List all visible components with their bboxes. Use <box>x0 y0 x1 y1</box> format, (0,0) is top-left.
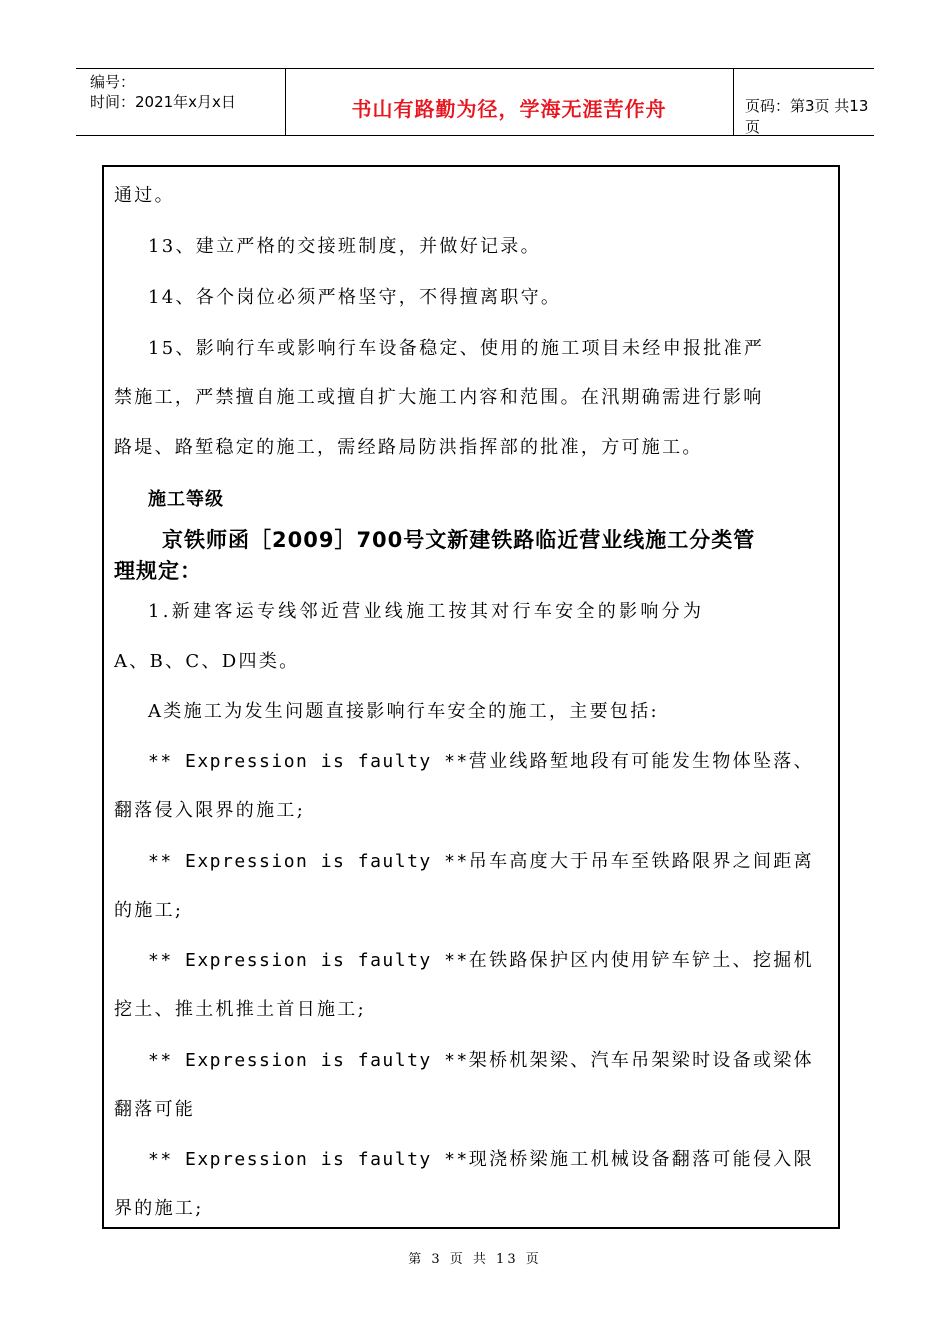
item-14: 14、各个岗位必须严格坚守，不得擅离职守。 <box>148 287 562 308</box>
error-marker: ** Expression is faulty ** <box>148 1149 469 1170</box>
document-header <box>76 68 874 136</box>
list-item-continuation: 界的施工; <box>114 1198 204 1219</box>
list-item-continuation: 翻落可能 <box>114 1099 196 1120</box>
rule-1-line-1: 1.新建客运专线邻近营业线施工按其对行车安全的影响分为 <box>148 601 705 622</box>
page-footer: 第 3 页 共 13 页 <box>408 1252 542 1267</box>
class-a-intro: A类施工为发生问题直接影响行车安全的施工，主要包括: <box>148 701 659 722</box>
item-15-line-2: 禁施工，严禁擅自施工或擅自扩大施工内容和范围。在汛期确需进行影响 <box>114 387 764 408</box>
number-label: 编号： <box>90 73 136 91</box>
list-item-text: 架桥机架梁、汽车吊架梁时设备或梁体 <box>468 1050 814 1071</box>
error-marker: ** Expression is faulty ** <box>148 1050 469 1071</box>
item-15-line-1: 15、影响行车或影响行车设备稳定、使用的施工项目未经申报批准严 <box>148 338 765 359</box>
list-item <box>148 1145 814 1171</box>
error-marker: ** Expression is faulty ** <box>148 950 469 971</box>
content-box <box>102 165 840 1229</box>
paragraph-line: 通过。 <box>114 185 175 206</box>
list-item <box>148 1046 814 1072</box>
header-motto-cell <box>285 69 734 135</box>
error-marker: ** Expression is faulty ** <box>148 751 469 772</box>
rule-title-line-1: 京铁师函［2009］700号文新建铁路临近营业线施工分类管 <box>162 528 756 552</box>
header-meta-cell <box>76 69 286 135</box>
motto-text: 书山有路勤为径，学海无涯苦作舟 <box>351 97 667 121</box>
item-13: 13、建立严格的交接班制度，并做好记录。 <box>148 236 541 257</box>
list-item <box>148 747 814 773</box>
section-title: 施工等级 <box>148 489 224 510</box>
list-item <box>148 847 814 873</box>
error-marker: ** Expression is faulty ** <box>148 851 469 872</box>
list-item-continuation: 挖土、推土机推土首日施工; <box>114 999 366 1020</box>
page-info: 页码：第3页 共13页 <box>745 97 869 136</box>
list-item-continuation: 的施工; <box>114 900 184 921</box>
list-item-text: 现浇桥梁施工机械设备翻落可能侵入限 <box>468 1149 814 1170</box>
list-item-text: 在铁路保护区内使用铲车铲土、挖掘机 <box>468 950 814 971</box>
list-item-continuation: 翻落侵入限界的施工; <box>114 800 306 821</box>
list-item-text: 吊车高度大于吊车至铁路限界之间距离 <box>468 851 814 872</box>
rule-1-line-2: A、B、C、D四类。 <box>114 651 300 672</box>
list-item-text: 营业线路堑地段有可能发生物体坠落、 <box>468 751 814 772</box>
rule-title-line-2: 理规定： <box>114 559 202 583</box>
header-page-cell <box>733 69 874 135</box>
item-15-line-3: 路堤、路堑稳定的施工，需经路局防洪指挥部的批准，方可施工。 <box>114 437 703 458</box>
time-label: 时间：2021年x月x日 <box>90 93 236 111</box>
list-item <box>148 946 814 972</box>
